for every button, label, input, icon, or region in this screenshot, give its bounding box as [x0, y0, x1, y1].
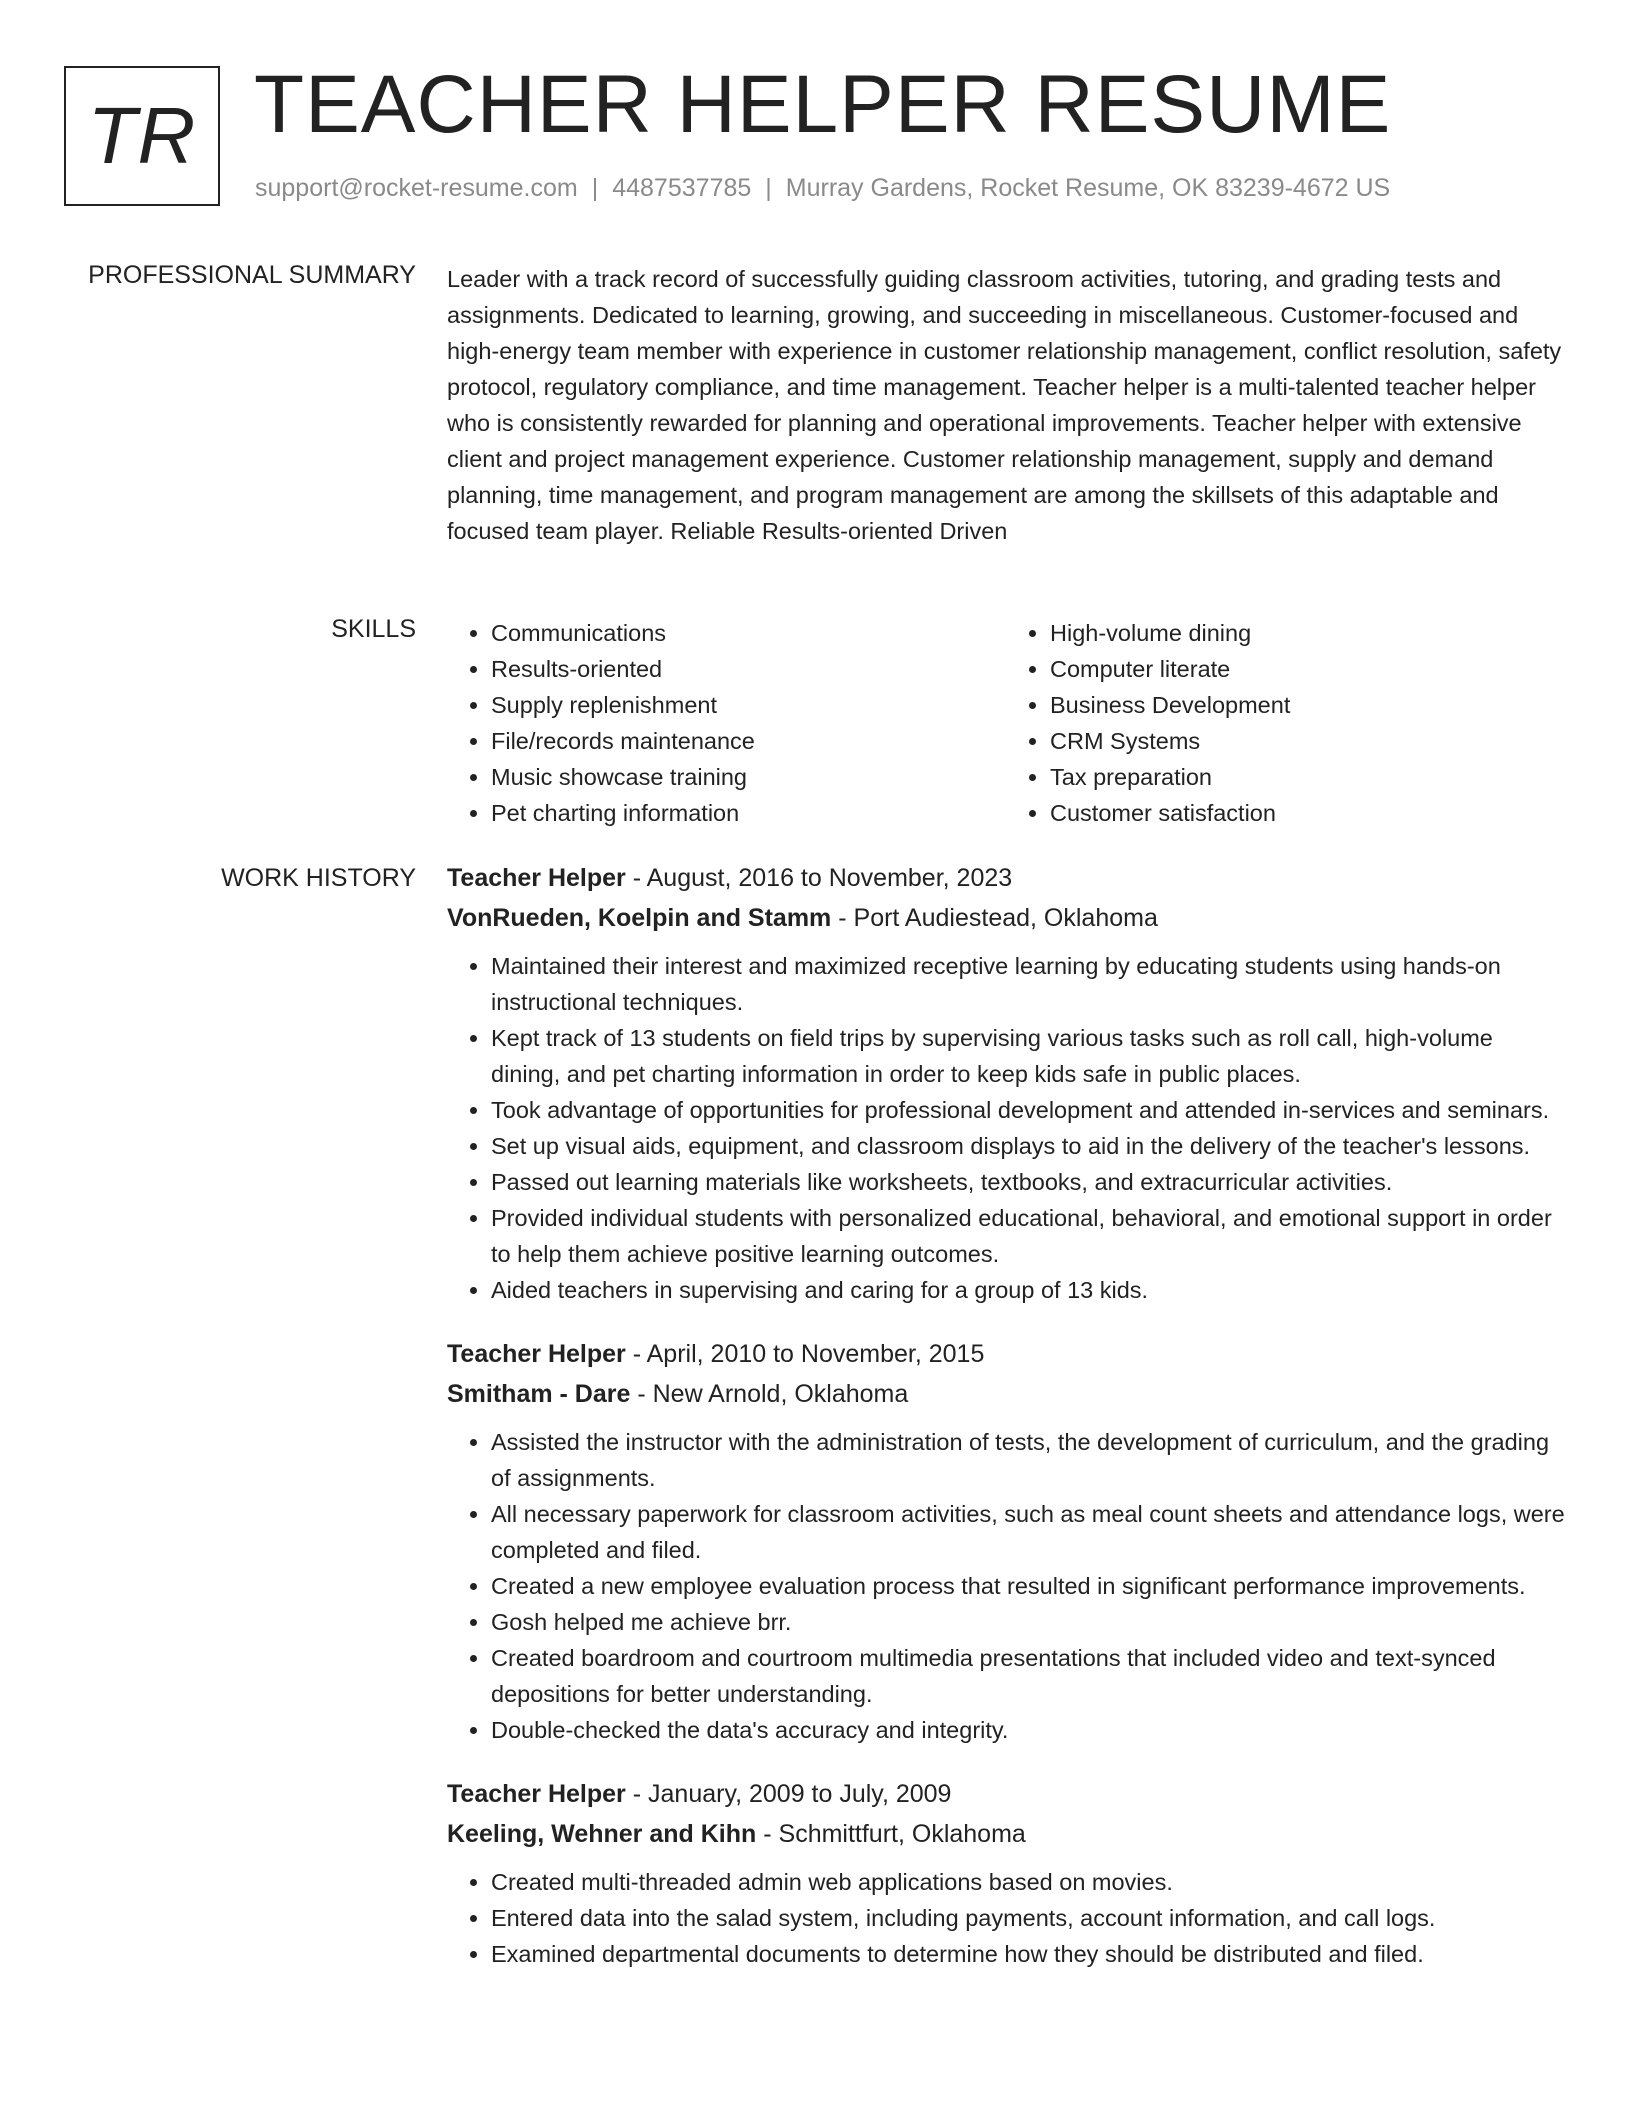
job-bullet: • All necessary paperwork for classroom activities, such as meal count sheets and attendance logs, were completed and filed.	[491, 1496, 1565, 1568]
job-entry	[447, 1774, 1565, 1972]
contact-separator: |	[591, 174, 599, 202]
job-bullet: • Double-checked the data's accuracy and integrity.	[491, 1712, 1565, 1748]
job-bullets	[447, 948, 1565, 1308]
job-company: Keeling, Wehner and Kihn	[447, 1820, 757, 1848]
job-location: - New Arnold, Oklahoma	[630, 1380, 909, 1408]
skill-item: • Pet charting information	[491, 795, 1006, 831]
job-bullet: • Maintained their interest and maximized receptive learning by educating students using hands-on instructional techniques.	[491, 948, 1565, 1020]
job-role: Teacher Helper	[447, 864, 626, 892]
job-bullet: • Aided teachers in supervising and caring for a group of 13 kids.	[491, 1272, 1565, 1308]
job-bullets	[447, 1864, 1565, 1972]
skills-list-left	[447, 615, 1006, 831]
skill-item: • Tax preparation	[1050, 759, 1565, 795]
skill-item: • Computer literate	[1050, 651, 1565, 687]
job-bullet: • Passed out learning materials like worksheets, textbooks, and extracurricular activities.	[491, 1164, 1565, 1200]
work-heading: WORK HISTORY	[221, 864, 416, 892]
skill-item: • Results-oriented	[491, 651, 1006, 687]
skill-item: • Supply replenishment	[491, 687, 1006, 723]
skill-item: • Business Development	[1050, 687, 1565, 723]
job-role: Teacher Helper	[447, 1780, 626, 1808]
summary-text: Leader with a track record of successfully guiding classroom activities, tutoring, and grading tests and assignments. Dedicated to learning, growing, and succeeding in miscellaneous. Customer-focused and high-energy team member with experience in customer relationship management, conflict resolution, safety protocol, regulatory compliance, and time management. Teacher helper is a multi-talented teacher helper who is consistently rewarded for planning and operational improvements. Teacher helper with extensive client and project management experience. Customer relationship management, supply and demand planning, time management, and program management are among the skillsets of this adaptable and focused team player. Reliable Results-oriented Driven	[447, 266, 1562, 544]
skill-item: • High-volume dining	[1050, 615, 1565, 651]
job-bullet: • Set up visual aids, equipment, and classroom displays to aid in the delivery of the teacher's lessons.	[491, 1128, 1565, 1164]
job-dates: - August, 2016 to November, 2023	[625, 864, 1013, 892]
skills-body	[447, 615, 1565, 831]
job-bullet: • Examined departmental documents to determine how they should be distributed and filed.	[491, 1936, 1565, 1972]
job-bullet: • Created multi-threaded admin web applications based on movies.	[491, 1864, 1565, 1900]
contact-email: support@rocket-resume.com	[255, 174, 578, 202]
summary-heading: PROFESSIONAL SUMMARY	[88, 261, 416, 289]
job-bullet: • Assisted the instructor with the administration of tests, the development of curriculum, and the grading of assignments.	[491, 1424, 1565, 1496]
job-bullet: • Entered data into the salad system, including payments, account information, and call logs.	[491, 1900, 1565, 1936]
job-company-line	[447, 898, 1565, 938]
job-bullets	[447, 1424, 1565, 1748]
contact-phone: 4487537785	[612, 174, 752, 202]
skill-item: • Customer satisfaction	[1050, 795, 1565, 831]
job-location: - Schmittfurt, Oklahoma	[756, 1820, 1026, 1848]
job-dates: - January, 2009 to July, 2009	[625, 1780, 952, 1808]
job-location: - Port Audiestead, Oklahoma	[831, 904, 1158, 932]
job-role-line	[447, 1774, 1565, 1814]
skill-item: • CRM Systems	[1050, 723, 1565, 759]
summary-body	[447, 261, 1565, 549]
skills-list-right	[1006, 615, 1565, 831]
job-role-line	[447, 1334, 1565, 1374]
job-company-line	[447, 1374, 1565, 1414]
skill-item: • File/records maintenance	[491, 723, 1006, 759]
contact-separator: |	[765, 174, 772, 202]
job-company: VonRueden, Koelpin and Stamm	[447, 904, 832, 932]
job-bullet: • Created boardroom and courtroom multimedia presentations that included video and text-synced depositions for better understanding.	[491, 1640, 1565, 1712]
job-bullet: • Kept track of 13 students on field trips by supervising various tasks such as roll call, high-volume dining, and pet charting information in order to keep kids safe in public places.	[491, 1020, 1565, 1092]
job-role-line	[447, 858, 1565, 898]
monogram-logo: TR	[64, 66, 220, 206]
resume-title: TEACHER HELPER RESUME	[254, 59, 1392, 150]
skill-item: • Music showcase training	[491, 759, 1006, 795]
job-role: Teacher Helper	[447, 1340, 626, 1368]
job-company: Smitham - Dare	[447, 1380, 631, 1408]
job-dates: - April, 2010 to November, 2015	[625, 1340, 985, 1368]
job-company-line	[447, 1814, 1565, 1854]
skills-heading: SKILLS	[331, 615, 416, 643]
job-bullet: • Took advantage of opportunities for professional development and attended in-services and seminars.	[491, 1092, 1565, 1128]
job-bullet: • Gosh helped me achieve brr.	[491, 1604, 1565, 1640]
job-bullet: • Provided individual students with personalized educational, behavioral, and emotional support in order to help them achieve positive learning outcomes.	[491, 1200, 1565, 1272]
skill-item: • Communications	[491, 615, 1006, 651]
contact-line	[255, 174, 1390, 203]
contact-address: Murray Gardens, Rocket Resume, OK 83239-4672 US	[785, 174, 1391, 202]
work-body	[447, 858, 1565, 1998]
job-entry	[447, 858, 1565, 1308]
job-entry	[447, 1334, 1565, 1748]
job-bullet: • Created a new employee evaluation process that resulted in significant performance improvements.	[491, 1568, 1565, 1604]
